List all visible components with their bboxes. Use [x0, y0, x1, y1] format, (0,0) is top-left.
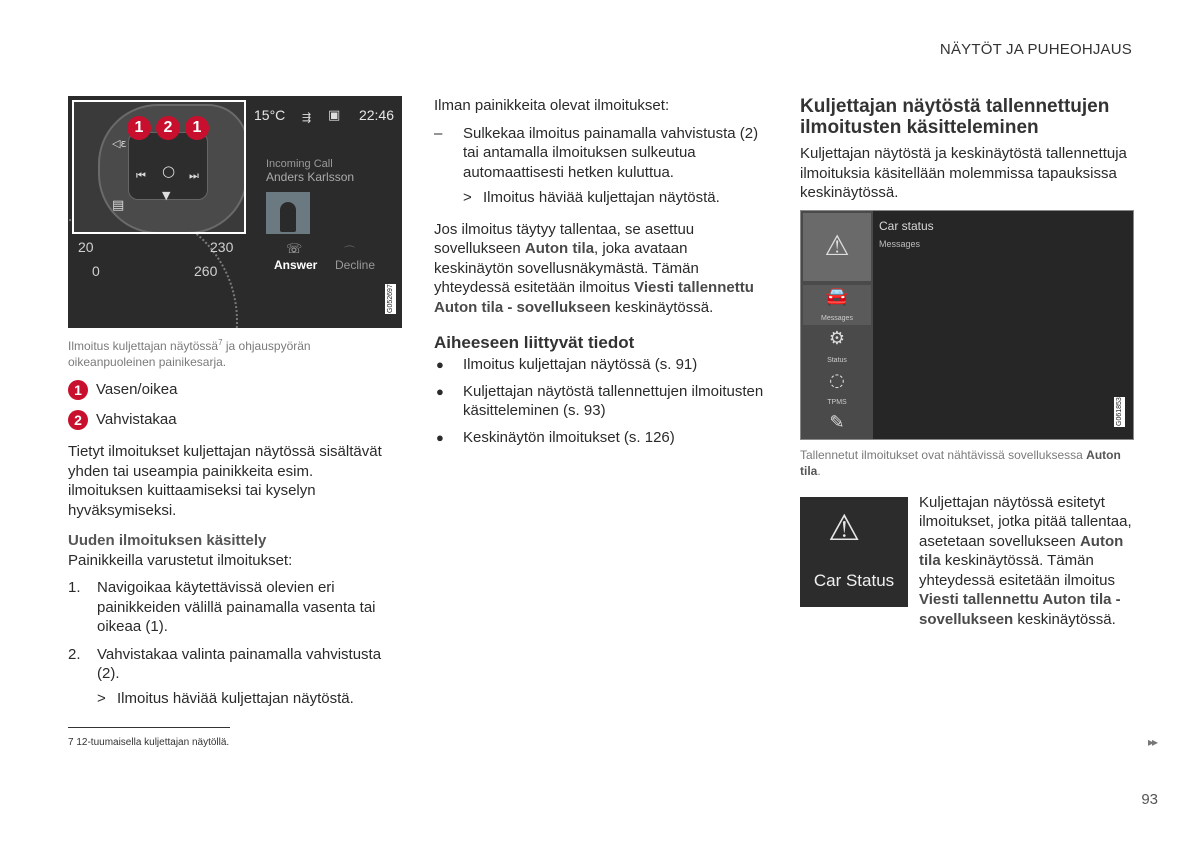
- warning-car-icon: ⚠: [824, 228, 850, 262]
- legend-label: Vahvistakaa: [96, 411, 177, 428]
- dash-result: [434, 188, 764, 208]
- phone-screen-icon: ▣: [328, 108, 341, 123]
- page-number: 93: [1141, 791, 1158, 808]
- step-text: Vahvistakaa valinta painamalla vahvistusta (2).: [97, 645, 382, 682]
- caption-text: Tallennetut ilmoitukset ovat nähtävissä sovelluksessa: [800, 447, 1087, 462]
- lane-icon: ⇶: [302, 111, 312, 124]
- paragraph-car-status: [919, 493, 1134, 630]
- text-run: keskinäytössä. Tämän yhteydessä esitetään ilmoitus: [919, 552, 1115, 589]
- paragraph-buttons: Tietyt ilmoitukset kuljettajan näytössä sisältävät yhden tai useampia painikkeita esim. ilmoituksen kuittaamiseksi tai kyselyn hyväksymiseksi.: [68, 443, 382, 519]
- callout-1-left: 1: [127, 116, 151, 140]
- app-sidebar: [801, 211, 873, 439]
- next-icon: ⏭: [189, 169, 199, 182]
- dash-text: Sulkekaa ilmoitus painamalla vahvistusta (2) tai antamalla ilmoituksen sulkeutua automaattisesti hetken kuluttua.: [463, 124, 759, 181]
- incoming-call: [266, 158, 354, 184]
- result-marker: >: [97, 689, 106, 707]
- section-intro: Kuljettajan näytöstä ja keskinäytöstä tallennettuja ilmoituksia käsitellään molemmissa tapauksissa keskinäytössä.: [800, 145, 1127, 201]
- bullet-icon: ●: [436, 429, 444, 445]
- related-link[interactable]: [434, 382, 764, 421]
- menu-icon: ▤: [112, 198, 125, 213]
- hangup-icon: ⌒: [344, 245, 355, 258]
- running-header: NÄYTÖT JA PUHEOHJAUS: [939, 41, 1132, 58]
- warning-car-icon: ⚠: [828, 507, 861, 549]
- related-link-text[interactable]: Ilmoitus kuljettajan näytössä (s. 91): [463, 356, 698, 373]
- car-status-block: [800, 493, 1134, 630]
- result-text: Ilmoitus häviää kuljettajan näytöstä.: [117, 689, 354, 707]
- ui-term: Viesti tallennettu Auton tila - sovellukseen: [434, 279, 754, 316]
- result-text: Ilmoitus häviää kuljettajan näytöstä.: [483, 189, 720, 206]
- driver-display-figure: [68, 96, 402, 328]
- tpms-tile: [803, 369, 871, 409]
- center-display-figure: [800, 210, 1134, 440]
- tpms-icon: ◌: [829, 369, 845, 391]
- legend-item-2: [68, 410, 390, 430]
- voice-icon: ◁ε: [112, 137, 127, 150]
- legend-item-1: [68, 380, 390, 400]
- legend-label: Vasen/oikea: [96, 381, 178, 398]
- speed-label-260: 260: [194, 263, 218, 279]
- car-status-tile: [803, 213, 871, 281]
- subheading-new-notification: Uuden ilmoituksen käsittely: [68, 532, 267, 549]
- related-link-text[interactable]: Kuljettajan näytöstä tallennettujen ilmoitusten käsitteleminen (s. 93): [463, 382, 764, 419]
- result-marker: >: [463, 189, 472, 206]
- footnote-mark: 7: [68, 737, 74, 748]
- phone-icon: ☏: [286, 241, 303, 256]
- person-silhouette: [280, 202, 296, 232]
- speed-label-230: 230: [210, 239, 234, 255]
- speed-label-20: 20: [78, 239, 94, 255]
- footnote-text: 12-tuumaisella kuljettajan näytöllä.: [73, 737, 230, 748]
- text-run: keskinäytössä.: [610, 298, 714, 316]
- decline-label: Decline: [335, 258, 376, 272]
- related-heading: Aiheeseen liittyvät tiedot: [434, 333, 635, 352]
- section-title: Kuljettajan näytöstä tallennettujen ilmoitusten käsitteleminen: [800, 96, 1110, 138]
- related-link[interactable]: [434, 428, 764, 448]
- dash-marker: –: [434, 124, 443, 142]
- next-page-icon: ▸▸: [1148, 735, 1157, 749]
- service-icon: ✎: [829, 411, 845, 433]
- incoming-label: Incoming Call: [266, 158, 333, 170]
- callout-2: 2: [156, 116, 180, 140]
- screen-caption: [800, 447, 1134, 479]
- tile-label: Messages: [821, 314, 853, 322]
- text-run: , joka avataan keskinäytön sovellusnäkymästä. Tämän yhteydessä esitetään ilmoitus: [434, 240, 699, 296]
- related-link[interactable]: [434, 355, 764, 375]
- status-bar: [250, 106, 394, 124]
- ui-term: Auton tila: [919, 532, 1124, 569]
- column-right: [800, 96, 1134, 629]
- text-run: Jos ilmoitus täytyy tallentaa, se asettuu sovellukseen: [434, 220, 695, 257]
- steps-list: [68, 578, 390, 684]
- paragraph-save: [434, 220, 764, 318]
- status-tile: [803, 327, 871, 367]
- caption-text: .: [817, 463, 821, 478]
- dash-item: [434, 124, 764, 183]
- car-icon: 🚘: [825, 285, 849, 307]
- image-code: G061853: [1116, 397, 1123, 426]
- text-run: keskinäytössä.: [1013, 610, 1116, 628]
- bullet-icon: ●: [436, 357, 444, 372]
- legend-number: 2: [68, 410, 88, 430]
- steering-keypad-highlight: [72, 100, 246, 234]
- paragraph-with-buttons: Painikkeilla varustetut ilmoitukset:: [68, 551, 293, 569]
- confirm-icon: ○: [162, 162, 176, 180]
- figure-caption: [68, 338, 390, 370]
- step-result: [68, 689, 390, 709]
- bullet-icon: ●: [436, 383, 444, 399]
- ui-term: Auton tila: [524, 240, 595, 257]
- screen-title: Car status: [879, 218, 934, 233]
- tile-label: TPMS: [827, 398, 847, 406]
- answer-label: Answer: [274, 258, 318, 272]
- clock: 22:46: [358, 107, 394, 123]
- step-item: [68, 645, 390, 684]
- dash-list: [434, 124, 764, 183]
- car-status-app-tile: [800, 497, 908, 607]
- status-icon: ⚙: [828, 327, 846, 349]
- ui-term: Auton tila: [800, 447, 1121, 478]
- ui-term: Viesti tallennettu Auton tila - sovellukseen: [919, 591, 1121, 628]
- step-item: [68, 578, 390, 637]
- related-list: [434, 355, 764, 447]
- messages-tile: [803, 285, 871, 325]
- step-text: Navigoikaa käytettävissä olevien eri painikkeiden välillä painamalla vasenta tai oikeaa (1).: [97, 579, 376, 635]
- car-status-label: Car Status: [813, 570, 895, 590]
- temperature: 15°C: [254, 107, 286, 123]
- callout-1-right: 1: [185, 116, 209, 140]
- column-middle: [434, 96, 764, 454]
- tile-label: Status: [827, 356, 847, 364]
- caption-rest: ja ohjauspyörän oikeanpuoleinen painikesarja.: [68, 339, 311, 369]
- footnote-ref: 7: [218, 338, 223, 347]
- column-left: [68, 96, 394, 708]
- text-run: Kuljettajan näytössä esitetyt ilmoitukset, jotka pitää tallentaa, asetetaan sovellukseen: [919, 493, 1132, 550]
- legend-number: 1: [68, 380, 88, 400]
- prev-icon: ⏮: [136, 169, 146, 182]
- caller-name: Anders Karlsson: [266, 170, 355, 184]
- step-number: 2.: [68, 645, 81, 663]
- footnote-rule: [68, 727, 230, 728]
- caption-text: Ilmoitus kuljettajan näytössä: [68, 339, 219, 353]
- service-tile: [803, 411, 871, 440]
- image-code: G052697: [387, 284, 394, 314]
- speed-label-0: 0: [92, 263, 100, 279]
- related-link-text[interactable]: Keskinäytön ilmoitukset (s. 126): [463, 428, 675, 446]
- caller-photo: [266, 192, 310, 234]
- down-arrow-icon: ▼: [162, 189, 171, 202]
- paragraph-no-buttons: Ilman painikkeita olevat ilmoitukset:: [434, 97, 670, 114]
- step-number: 1.: [68, 579, 81, 596]
- screen-subtitle: Messages: [879, 238, 921, 249]
- footnote: [68, 733, 229, 753]
